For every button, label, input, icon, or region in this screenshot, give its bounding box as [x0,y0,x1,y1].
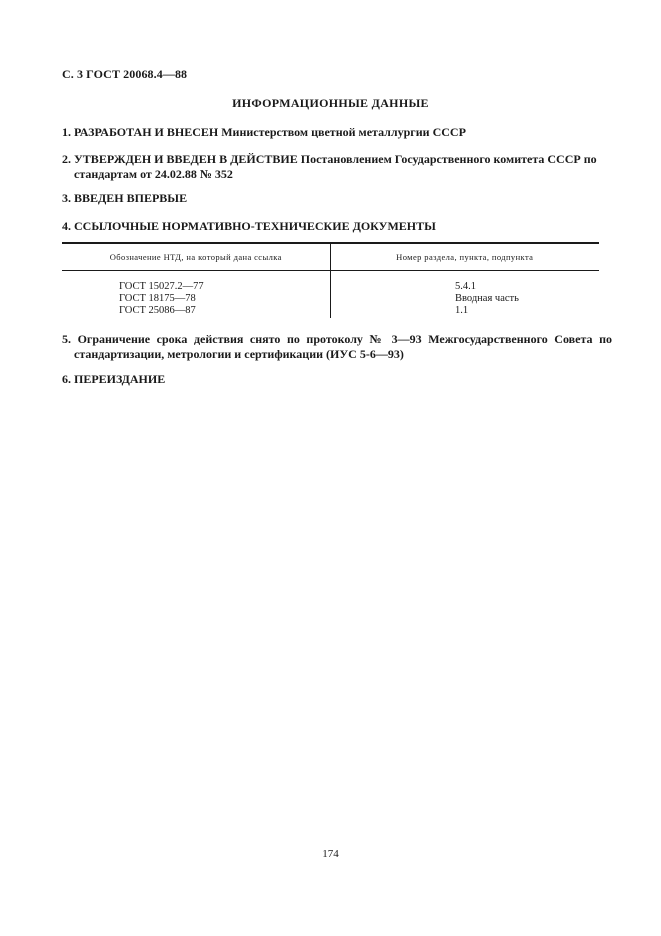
table-cell-section: Вводная часть [330,292,599,304]
item-text-continuation: стандартам от 24.02.88 № 352 [74,167,233,181]
info-item-term-limit [62,332,612,362]
page-header: С. 3 ГОСТ 20068.4—88 [62,67,188,81]
item-number: 6. [62,372,71,386]
item-number: 5. [62,332,71,346]
section-title: ИНФОРМАЦИОННЫЕ ДАННЫЕ [232,96,429,110]
reference-documents-table [62,242,599,318]
item-number: 4. [62,219,71,233]
info-item-references [62,219,600,234]
table-cell-section: 5.4.1 [330,271,599,292]
table-cell-document: ГОСТ 25086—87 [119,305,196,316]
info-item-developed [62,125,600,140]
table-header-section: Номер раздела, пункта, подпункта [330,244,600,270]
page-number: 174 [322,848,339,860]
info-item-introduced [62,191,600,206]
table-row [62,304,599,318]
item-text: РАЗРАБОТАН И ВНЕСЕН Министерством цветной металлургии СССР [74,125,466,139]
table-row [62,271,599,292]
item-number: 3. [62,191,71,205]
table-row [62,292,599,304]
info-item-approved [62,152,600,182]
info-item-reissue [62,372,600,387]
item-text: ВВЕДЕН ВПЕРВЫЕ [74,191,188,205]
item-text: УТВЕРЖДЕН И ВВЕДЕН В ДЕЙСТВИЕ Постановлением Государственного комитета СССР по [74,152,597,166]
item-text: ПЕРЕИЗДАНИЕ [74,372,166,386]
item-text: Ограничение срока действия снято по протоколу № 3—93 Межгосударственного Совета по стандартизации, метрологии и сертификации (ИУС 5-6—93) [74,332,612,361]
item-number: 2. [62,152,71,166]
table-cell-section: 1.1 [330,304,599,318]
item-text: ССЫЛОЧНЫЕ НОРМАТИВНО-ТЕХНИЧЕСКИЕ ДОКУМЕНТЫ [74,219,436,233]
table-cell-document: ГОСТ 18175—78 [119,293,196,304]
table-cell-document: ГОСТ 15027.2—77 [119,281,204,292]
item-number: 1. [62,125,71,139]
table-header-row [62,244,599,271]
table-header-document: Обозначение НТД, на который дана ссылка [109,252,282,262]
